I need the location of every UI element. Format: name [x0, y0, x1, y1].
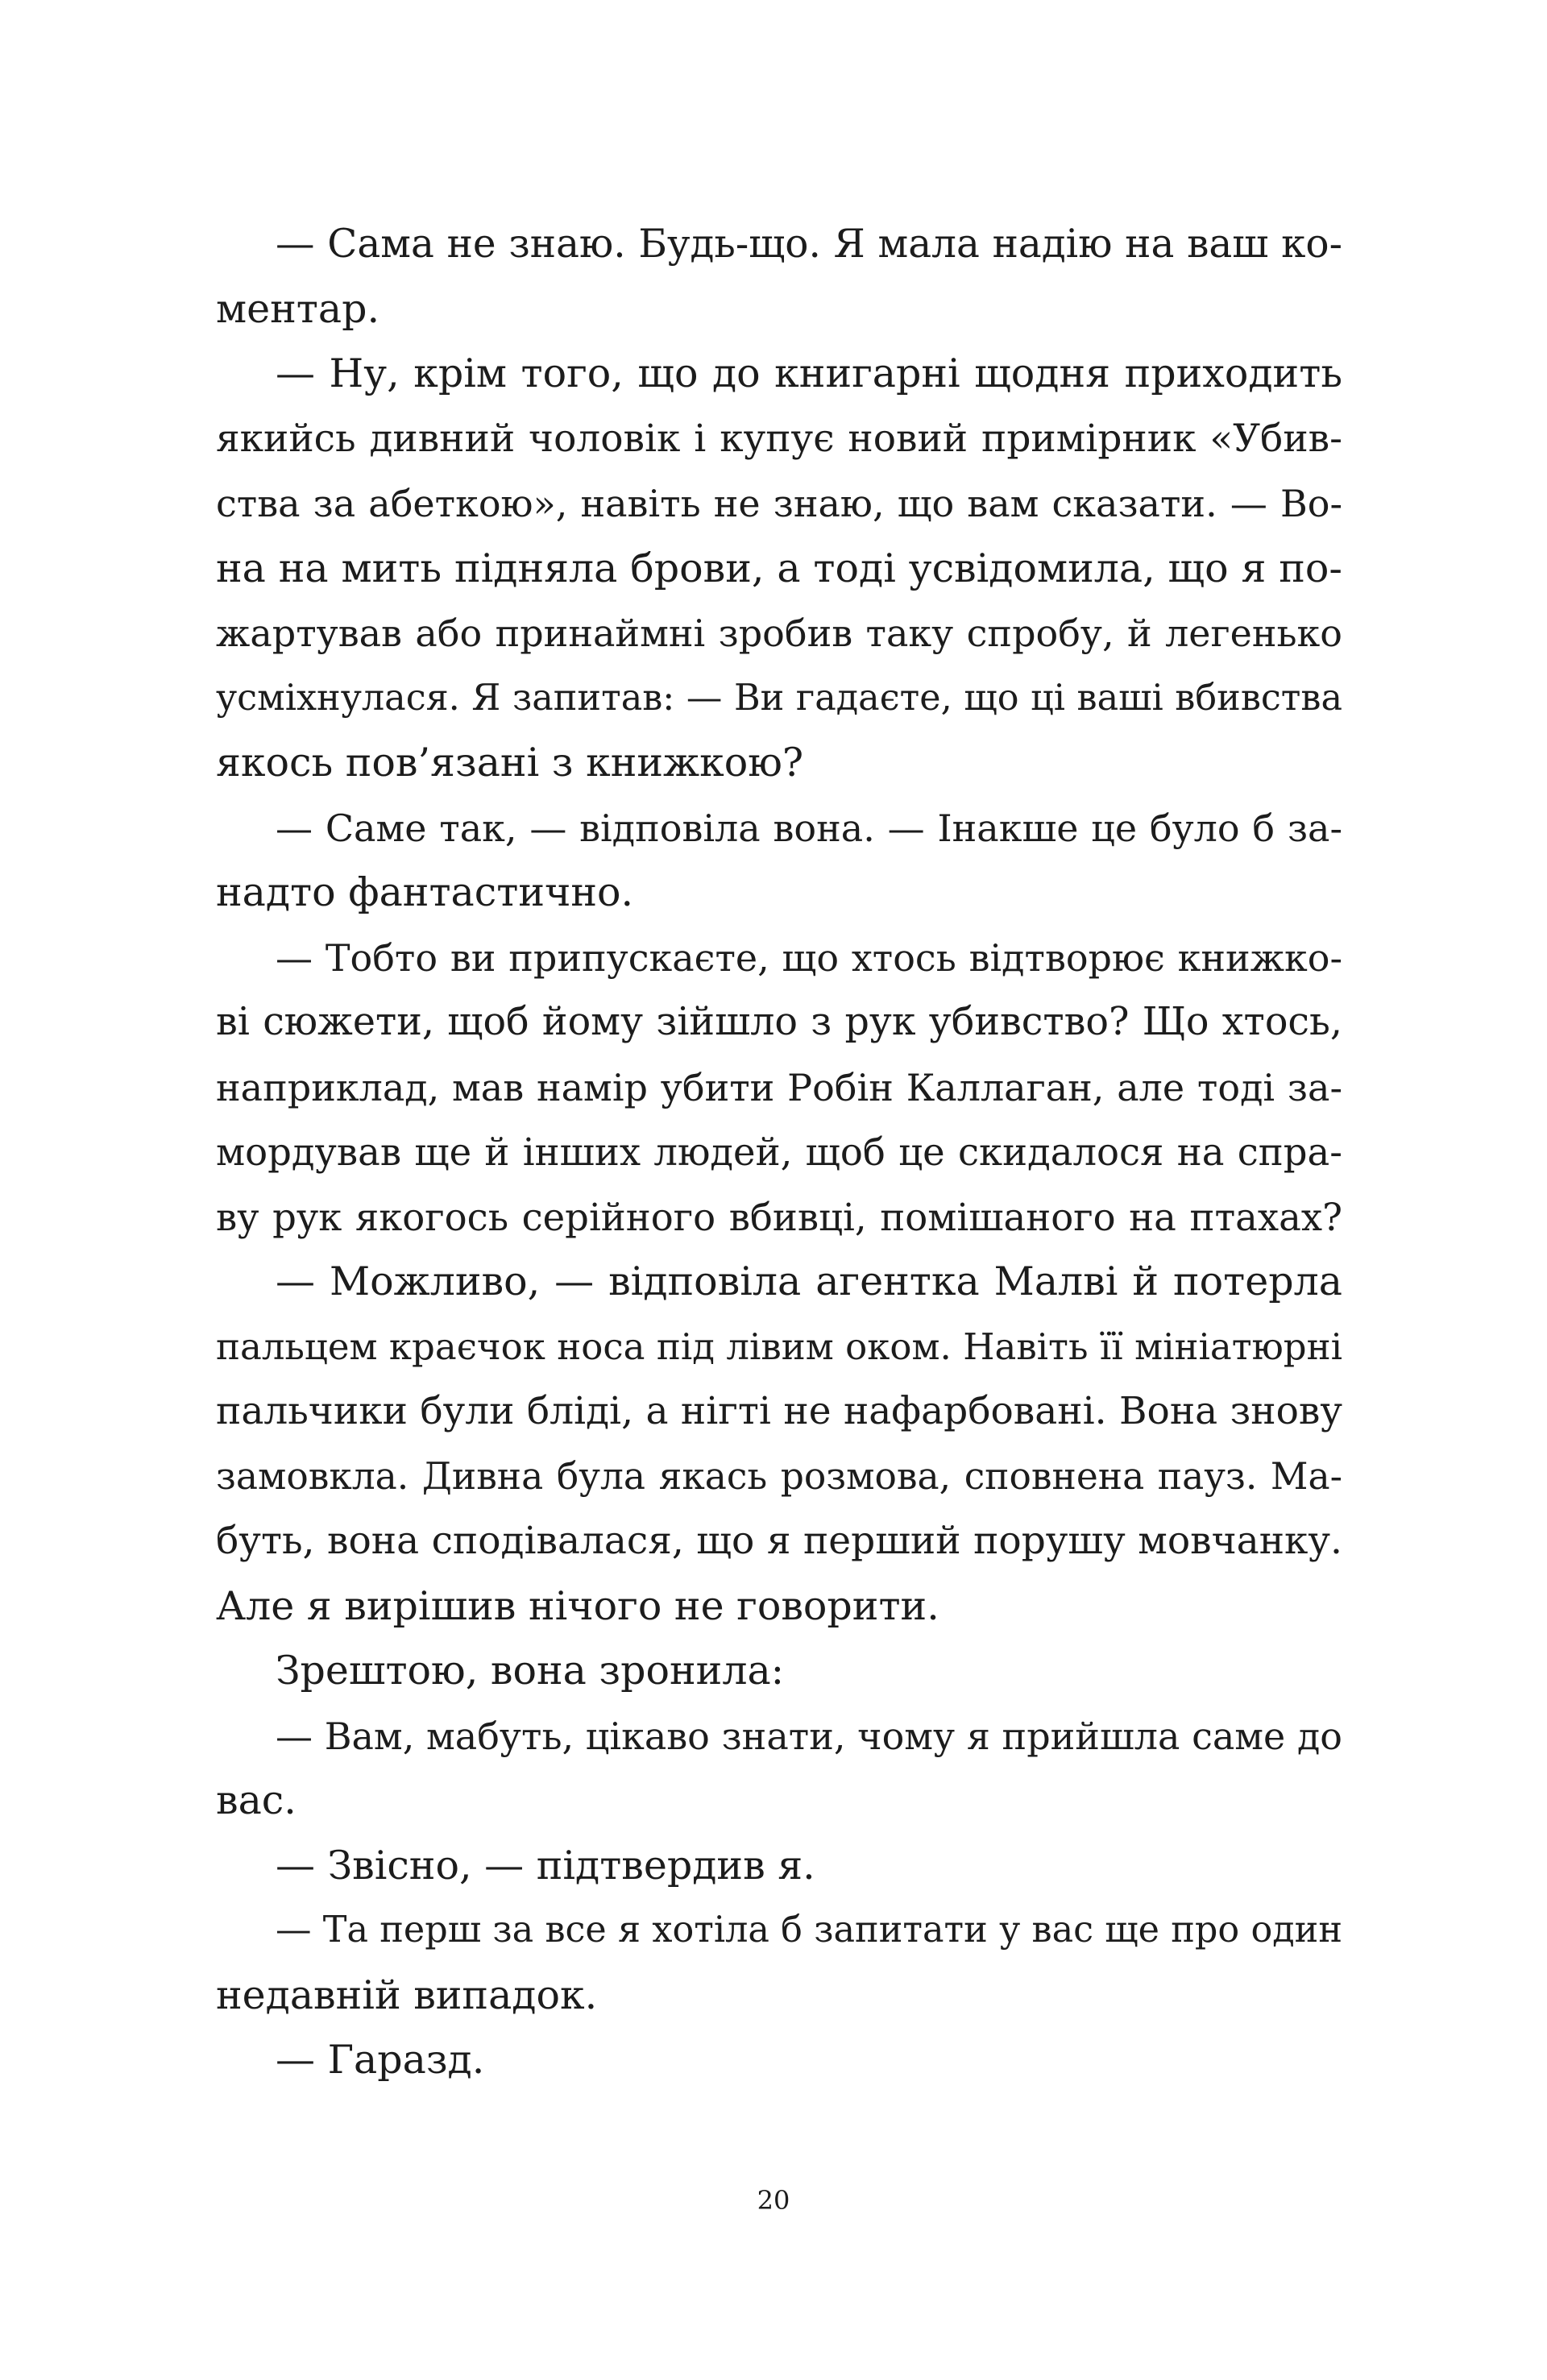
body-text [216, 212, 1342, 2093]
text-line: — Ну, крім того, що до книгарні щодня приходить [276, 350, 1342, 396]
text-line: буть, вона сподівалася, що я перший порушу мовчанку. [216, 1519, 1342, 1563]
page-number: 20 [757, 2185, 790, 2216]
text-line: усміхнулася. Я запитав: — Ви гадаєте, що ці ваші вбивства [216, 677, 1342, 719]
text-line: — Тобто ви припускаєте, що хтось відтворює книжко- [276, 935, 1342, 980]
text-line: — Та перш за все я хотіла б запитати у вас ще про один [276, 1909, 1342, 1951]
text-line: Зрештою, вона зронила: [276, 1648, 785, 1694]
text-line: — Гаразд. [276, 2037, 485, 2083]
text-line: пальчики були бліді, а нігті не нафарбовані. Вона знову [216, 1389, 1342, 1433]
text-line: пальцем краєчок носа під лівим оком. Навіть її мініатюрні [216, 1325, 1342, 1368]
text-line: наприклад, мав намір убити Робін Каллаган, але тоді за- [216, 1065, 1342, 1109]
text-line: ментар. [216, 285, 380, 332]
text-line: — Саме так, — відповіла вона. — Інакше це було б за- [276, 806, 1342, 850]
text-line: надто фантастично. [216, 869, 634, 915]
text-line: — Сама не знаю. Будь-що. Я мала надію на ваш ко- [276, 222, 1342, 267]
text-line: — Вам, мабуть, цікаво знати, чому я прийшла саме до [276, 1714, 1342, 1758]
text-line: замовкла. Дивна була якась розмова, сповнена пауз. Ма- [216, 1454, 1342, 1498]
text-line: жартував або принаймні зробив таку спробу, й легенько [216, 612, 1342, 655]
text-line: недавній випадок. [216, 1972, 598, 2018]
text-line: на на мить підняла брови, а тоді усвідомила, що я по- [216, 545, 1342, 591]
text-line: якось пов’язані з книжкою? [216, 740, 804, 786]
text-line: ву рук якогось серійного вбивці, помішаного на птахах? [216, 1195, 1342, 1239]
text-line: — Можливо, — відповіла агентка Малві й потерла [276, 1258, 1342, 1304]
text-line: ві сюжети, щоб йому зійшло з рук убивство? Що хтось, [216, 1000, 1342, 1044]
text-line: якийсь дивний чоловік і купує новий примірник «Убив- [216, 416, 1342, 461]
text-line: вас. [216, 1777, 297, 1823]
text-line: Але я вирішив нічого не говорити. [216, 1582, 939, 1629]
text-line: мордував ще й інших людей, щоб це скидалося на спра- [216, 1130, 1342, 1174]
text-line: — Звісно, — підтвердив я. [276, 1842, 815, 1889]
text-line: ства за абеткою», навіть не знаю, що вам сказати. — Во- [216, 482, 1342, 525]
